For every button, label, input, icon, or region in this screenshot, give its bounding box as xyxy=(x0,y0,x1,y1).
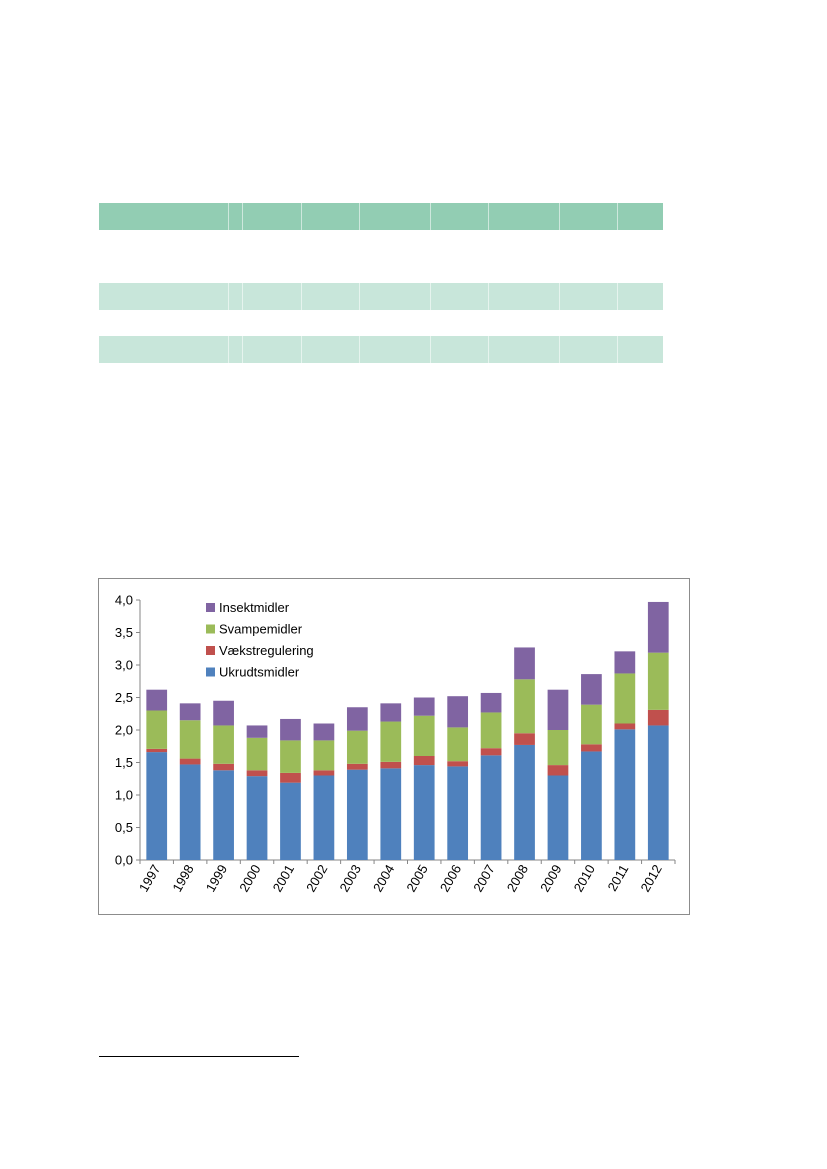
table-cell xyxy=(618,336,663,363)
bar-vækstregulering-2005 xyxy=(414,756,435,765)
bar-svampemidler-2004 xyxy=(380,722,401,762)
table-header-row xyxy=(99,203,663,230)
x-tick-label: 2001 xyxy=(269,862,298,895)
table-cell xyxy=(560,283,618,310)
x-tick-label: 1997 xyxy=(135,862,164,895)
x-tick-label: 2011 xyxy=(604,862,632,894)
bar-ukrudtsmidler-2008 xyxy=(514,745,535,860)
y-tick-label: 1,5 xyxy=(114,755,133,770)
table-cell xyxy=(618,203,663,230)
chart-legend xyxy=(206,600,314,680)
bar-vækstregulering-2002 xyxy=(314,770,335,775)
table-cell xyxy=(560,336,618,363)
bar-insektmidler-2008 xyxy=(514,647,535,679)
bar-ukrudtsmidler-1997 xyxy=(146,752,167,860)
bar-ukrudtsmidler-2002 xyxy=(314,776,335,861)
y-tick-label: 3,5 xyxy=(114,625,133,640)
legend-swatch xyxy=(206,625,215,634)
x-tick-labels xyxy=(136,862,665,895)
bar-svampemidler-1997 xyxy=(146,711,167,749)
legend-label: Svampemidler xyxy=(219,621,303,637)
table-cell xyxy=(229,336,243,363)
x-tick-label: 2004 xyxy=(369,862,398,895)
table-cell xyxy=(243,336,302,363)
bar-ukrudtsmidler-2003 xyxy=(347,770,368,860)
x-tick-label: 2010 xyxy=(570,862,599,895)
bar-svampemidler-2002 xyxy=(314,740,335,770)
bar-insektmidler-2007 xyxy=(481,693,502,713)
bar-svampemidler-2007 xyxy=(481,712,502,748)
table-cell xyxy=(99,283,229,310)
bar-insektmidler-2009 xyxy=(548,690,569,730)
bar-vækstregulering-2011 xyxy=(614,724,635,730)
y-tick-label: 0,5 xyxy=(114,820,133,835)
bar-insektmidler-2002 xyxy=(314,724,335,741)
bar-insektmidler-1998 xyxy=(180,703,201,720)
bar-insektmidler-2003 xyxy=(347,707,368,730)
table-cell xyxy=(229,283,243,310)
bar-ukrudtsmidler-2005 xyxy=(414,765,435,860)
x-tick-label: 2005 xyxy=(403,862,431,895)
y-tick-labels xyxy=(115,593,133,868)
table-cell xyxy=(243,203,302,230)
table-cell xyxy=(431,203,490,230)
y-tick-label: 1,0 xyxy=(114,787,133,803)
bar-svampemidler-2003 xyxy=(347,731,368,764)
x-tick-label: 2008 xyxy=(503,862,532,895)
table-cell xyxy=(99,336,229,363)
bar-svampemidler-2010 xyxy=(581,705,602,745)
bar-insektmidler-2005 xyxy=(414,698,435,716)
bar-ukrudtsmidler-2001 xyxy=(280,783,301,860)
bar-ukrudtsmidler-2010 xyxy=(581,751,602,860)
y-tick-label: 0,0 xyxy=(114,852,133,868)
bar-insektmidler-1997 xyxy=(146,690,167,711)
table-cell xyxy=(489,203,560,230)
bar-vækstregulering-2004 xyxy=(380,762,401,769)
bar-vækstregulering-2003 xyxy=(347,764,368,770)
bar-vækstregulering-2009 xyxy=(548,765,569,775)
bar-vækstregulering-1997 xyxy=(146,749,167,752)
bar-vækstregulering-2010 xyxy=(581,744,602,751)
bar-insektmidler-2011 xyxy=(614,651,635,673)
bar-ukrudtsmidler-2006 xyxy=(447,766,468,860)
x-tick-label: 2006 xyxy=(436,862,465,895)
bar-vækstregulering-2001 xyxy=(280,773,301,783)
y-tick-label: 4,0 xyxy=(114,592,133,608)
bar-vækstregulering-2006 xyxy=(447,761,468,766)
table-cell xyxy=(489,283,560,310)
table-cell xyxy=(302,336,360,363)
bar-vækstregulering-1999 xyxy=(213,764,234,771)
table-cell xyxy=(618,283,663,310)
bar-vækstregulering-1998 xyxy=(180,759,201,765)
bar-vækstregulering-2008 xyxy=(514,733,535,745)
table-cell xyxy=(229,203,243,230)
bar-vækstregulering-2000 xyxy=(247,770,268,776)
x-tick-label: 2012 xyxy=(637,862,665,895)
table-cell xyxy=(360,336,431,363)
legend-swatch xyxy=(206,603,215,612)
bar-insektmidler-2004 xyxy=(380,703,401,721)
table-band-row xyxy=(99,283,663,310)
bar-svampemidler-1998 xyxy=(180,720,201,758)
legend-label: Ukrudtsmidler xyxy=(219,664,300,680)
x-tick-label: 2002 xyxy=(303,862,331,895)
bar-svampemidler-2006 xyxy=(447,727,468,761)
x-tick-label: 1999 xyxy=(202,862,231,895)
x-tick-label: 1998 xyxy=(169,862,197,895)
bar-svampemidler-2005 xyxy=(414,716,435,756)
bar-ukrudtsmidler-1998 xyxy=(180,764,201,860)
bar-insektmidler-1999 xyxy=(213,701,234,726)
bar-ukrudtsmidler-2009 xyxy=(548,776,569,861)
bar-vækstregulering-2007 xyxy=(481,748,502,755)
bar-insektmidler-2006 xyxy=(447,696,468,727)
legend-label: Insektmidler xyxy=(219,600,290,615)
bar-insektmidler-2001 xyxy=(280,719,301,740)
chart-frame xyxy=(98,578,690,915)
table-cell xyxy=(243,283,302,310)
bar-ukrudtsmidler-2004 xyxy=(380,768,401,860)
bar-vækstregulering-2012 xyxy=(648,710,669,726)
bar-ukrudtsmidler-2011 xyxy=(614,729,635,860)
y-tick-label: 2,0 xyxy=(114,722,133,738)
bar-svampemidler-2001 xyxy=(280,740,301,773)
legend-swatch xyxy=(206,646,215,655)
x-tick-label: 2000 xyxy=(236,862,264,895)
x-tick-label: 2009 xyxy=(537,862,565,895)
bar-insektmidler-2012 xyxy=(648,602,669,653)
y-tick-label: 2,5 xyxy=(114,690,133,705)
chart-bars xyxy=(146,602,668,860)
table-cell xyxy=(431,283,490,310)
bar-svampemidler-2012 xyxy=(648,653,669,710)
y-tick-label: 3,0 xyxy=(114,657,133,673)
bar-ukrudtsmidler-2000 xyxy=(247,776,268,860)
table-cell xyxy=(560,203,618,230)
table-cell xyxy=(431,336,490,363)
bar-ukrudtsmidler-1999 xyxy=(213,770,234,860)
table-cell xyxy=(360,283,431,310)
x-tick-label: 2007 xyxy=(470,862,498,895)
bar-svampemidler-2008 xyxy=(514,679,535,733)
table-cell xyxy=(302,283,360,310)
bar-insektmidler-2000 xyxy=(247,725,268,737)
bar-insektmidler-2010 xyxy=(581,674,602,705)
stacked-bar-chart xyxy=(99,579,689,914)
table-cell xyxy=(489,336,560,363)
table-band-row xyxy=(99,336,663,363)
bar-svampemidler-2000 xyxy=(247,738,268,771)
table-cell xyxy=(302,203,360,230)
table-cell xyxy=(360,203,431,230)
footnote-separator xyxy=(99,1056,299,1057)
x-tick-label: 2003 xyxy=(336,862,364,895)
legend-label: Vækstregulering xyxy=(219,643,314,658)
bar-svampemidler-1999 xyxy=(213,725,234,763)
bar-ukrudtsmidler-2012 xyxy=(648,725,669,860)
table-cell xyxy=(99,203,229,230)
bar-ukrudtsmidler-2007 xyxy=(481,755,502,860)
bar-svampemidler-2011 xyxy=(614,673,635,723)
legend-swatch xyxy=(206,668,215,677)
bar-svampemidler-2009 xyxy=(548,730,569,765)
